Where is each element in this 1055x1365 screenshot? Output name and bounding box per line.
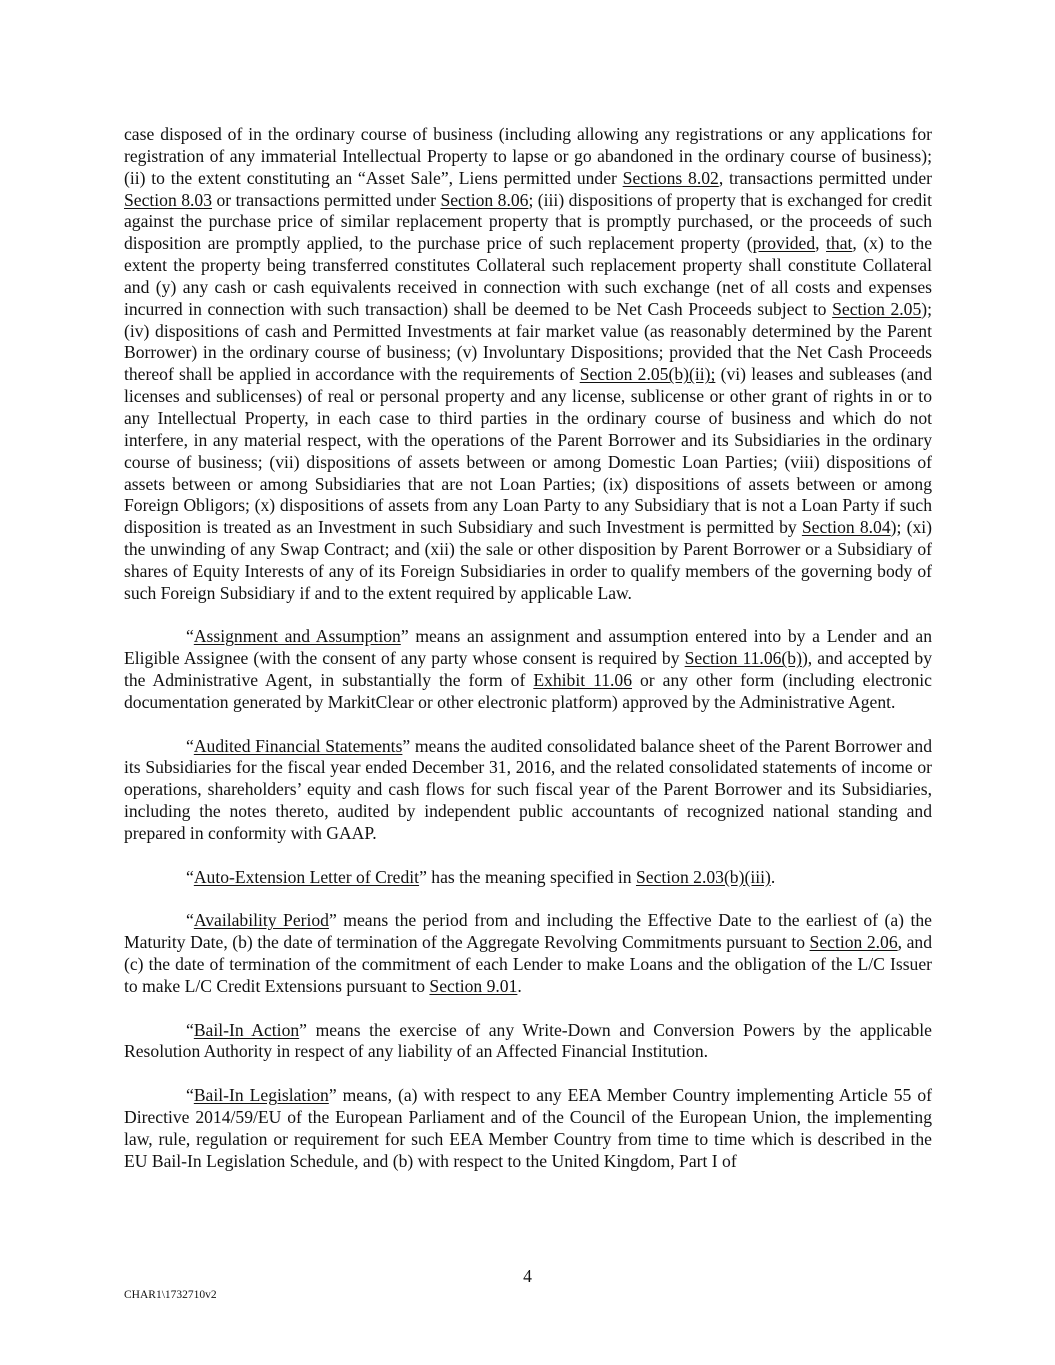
definition-bail-in-legislation xyxy=(124,1085,932,1172)
section-reference: Section 2.06 xyxy=(809,932,898,953)
definition-audited-financial-statements xyxy=(124,736,932,845)
text-run: ; (iii) dispositions of property that is exchanged for credit against the purchase price of similar replacement property that is promptly purchased, or the proceeds of such disposition are promptly applied, to the purchase price of such replacement property ( xyxy=(124,189,932,254)
text-run: or any other form (including electronic documentation generated by MarkitClear or other electronic platform) approved by the Administrative Agent. xyxy=(124,670,932,712)
text-run: ); (iv) dispositions of cash and Permitted Investments at fair market value (as reasonably determined by the Parent Borrower) in the ordinary course of business; (v) Involuntary Dispositions; provided that the Net Cash Proceeds thereof shall be applied in accordance with the requirements of xyxy=(124,298,933,385)
text-run: “ xyxy=(186,626,194,647)
definition-assignment-and-assumption xyxy=(124,626,932,713)
text-run: ” has the meaning specified in xyxy=(419,866,636,887)
section-reference: Bail-In Legislation xyxy=(193,1085,329,1106)
paragraph-asset-sale-continued xyxy=(124,124,932,605)
text-run: case disposed of in the ordinary course of business (including allowing any registrations or any applications for registration of any immaterial Intellectual Property to lapse or go abandoned in the ordinary course of business); (ii) to the extent constituting an “Asset Sale”, Liens permitted under xyxy=(124,124,932,188)
section-reference: Audited Financial Statements xyxy=(193,735,403,756)
section-reference: Auto-Extension Letter of Credit xyxy=(193,866,420,887)
section-reference: Section 8.06 xyxy=(440,189,529,210)
text-run: ” means the period from and including the Effective Date to the earliest of (a) the Maturity Date, (b) the date of termination of the Aggregate Revolving Commitments pursuant to xyxy=(124,910,932,953)
section-reference: that xyxy=(826,233,853,254)
document-body xyxy=(124,124,932,1194)
text-run: ” means, (a) with respect to any EEA Member Country implementing Article 55 of Directive 2014/59/EU of the European Parliament and of the Council of the European Union, the implementing law, rule, regulation or requirement for such EEA Member Country from time to time which is described in the EU Bail-In Legislation Schedule, and (b) with respect to the United Kingdom, Part I of xyxy=(124,1085,933,1171)
section-reference: Exhibit 11.06 xyxy=(533,670,633,691)
text-run: ” means an assignment and assumption entered into by a Lender and an Eligible Assignee (with the consent of any party whose consent is required by xyxy=(124,626,932,669)
text-run: (vi) leases and subleases (and licenses and sublicenses) of real or personal property and any license, sublicense or other grant of rights in or to any Intellectual Property, in each case to third parties in the ordinary course of business and which do not interfere, in any material respect, with the operations of the Parent Borrower and its Subsidiaries in the ordinary course of business; (vii) dispositions of assets between or among Domestic Loan Parties; (viii) dispositions of assets between or among Subsidiaries that are not Loan Parties; (ix) dispositions of assets between or among Foreign Obligors; (x) dispositions of assets from any Loan Party to any Subsidiary that is not a Loan Party if such disposition is treated as an Investment in such Subsidiary and such Investment is permitted by xyxy=(124,364,932,538)
text-run: . xyxy=(770,866,776,887)
definition-bail-in-action xyxy=(124,1020,932,1064)
definition-auto-extension-letter-of-credit xyxy=(124,867,932,889)
text-run: , and (c) the date of termination of the commitment of each Lender to make Loans and the obligation of the L/C Issuer to make L/C Credit Extensions pursuant to xyxy=(124,932,932,996)
page-number: 4 xyxy=(523,1266,532,1286)
section-reference: Section 2.03(b)(iii) xyxy=(635,866,771,887)
text-run: . xyxy=(517,975,522,996)
section-reference: Sections 8.02 xyxy=(622,167,719,188)
section-reference: Availability Period xyxy=(193,910,329,931)
text-run: ), and accepted by the Administrative Agent, in substantially the form of xyxy=(124,648,932,691)
text-run: “ xyxy=(186,910,194,931)
section-reference: Section 8.04 xyxy=(801,517,891,538)
text-run: , (x) to the extent the property being transferred constitutes Collateral such replacement property shall constitute Collateral and (y) any cash or cash equivalents received in connection with such exchange (net of all costs and expenses incurred in connection with such transaction) shall be deemed to be Net Cash Proceeds subject to xyxy=(124,233,933,319)
text-run: “ xyxy=(186,866,194,887)
text-run: ” means the audited consolidated balance sheet of the Parent Borrower and its Subsidiaries for the fiscal year ended December 31, 2016, and the related consolidated statements of income or operations, shareholders’ equity and cash flows for such fiscal year of the Parent Borrower and its Subsidiaries, including the notes thereto, audited by independent public accountants of recognized national standing and prepared in conformity with GAAP. xyxy=(124,735,932,843)
section-reference: Section 2.05 xyxy=(832,298,922,319)
document-id: CHAR1\1732710v2 xyxy=(124,1289,217,1301)
text-run: , xyxy=(815,233,827,254)
section-reference: provided xyxy=(752,233,816,254)
definition-availability-period xyxy=(124,910,932,997)
section-reference: Section 9.01 xyxy=(429,975,518,996)
text-run: , transactions permitted under xyxy=(718,167,933,188)
text-run: “ xyxy=(186,1085,194,1106)
section-reference: Assignment and Assumption xyxy=(193,626,401,647)
text-run: “ xyxy=(186,1019,194,1040)
text-run: ” means the exercise of any Write-Down and Conversion Powers by the applicable Resolution Authority in respect of any liability of an Affected Financial Institution. xyxy=(124,1019,932,1062)
section-reference: Section 8.03 xyxy=(124,189,213,210)
text-run: “ xyxy=(186,735,194,756)
text-run: or transactions permitted under xyxy=(212,189,441,210)
section-reference: Section 2.05(b)(ii); xyxy=(579,364,716,385)
section-reference: Bail-In Action xyxy=(193,1019,300,1040)
section-reference: Section 11.06(b) xyxy=(684,648,802,669)
text-run: ); (xi) the unwinding of any Swap Contract; and (xii) the sale or other disposition by Parent Borrower or a Subsidiary of shares of Equity Interests of any of its Foreign Subsidiaries in order to qualify members of the governing body of such Foreign Subsidiary if and to the extent required by applicable Law. xyxy=(124,517,932,603)
